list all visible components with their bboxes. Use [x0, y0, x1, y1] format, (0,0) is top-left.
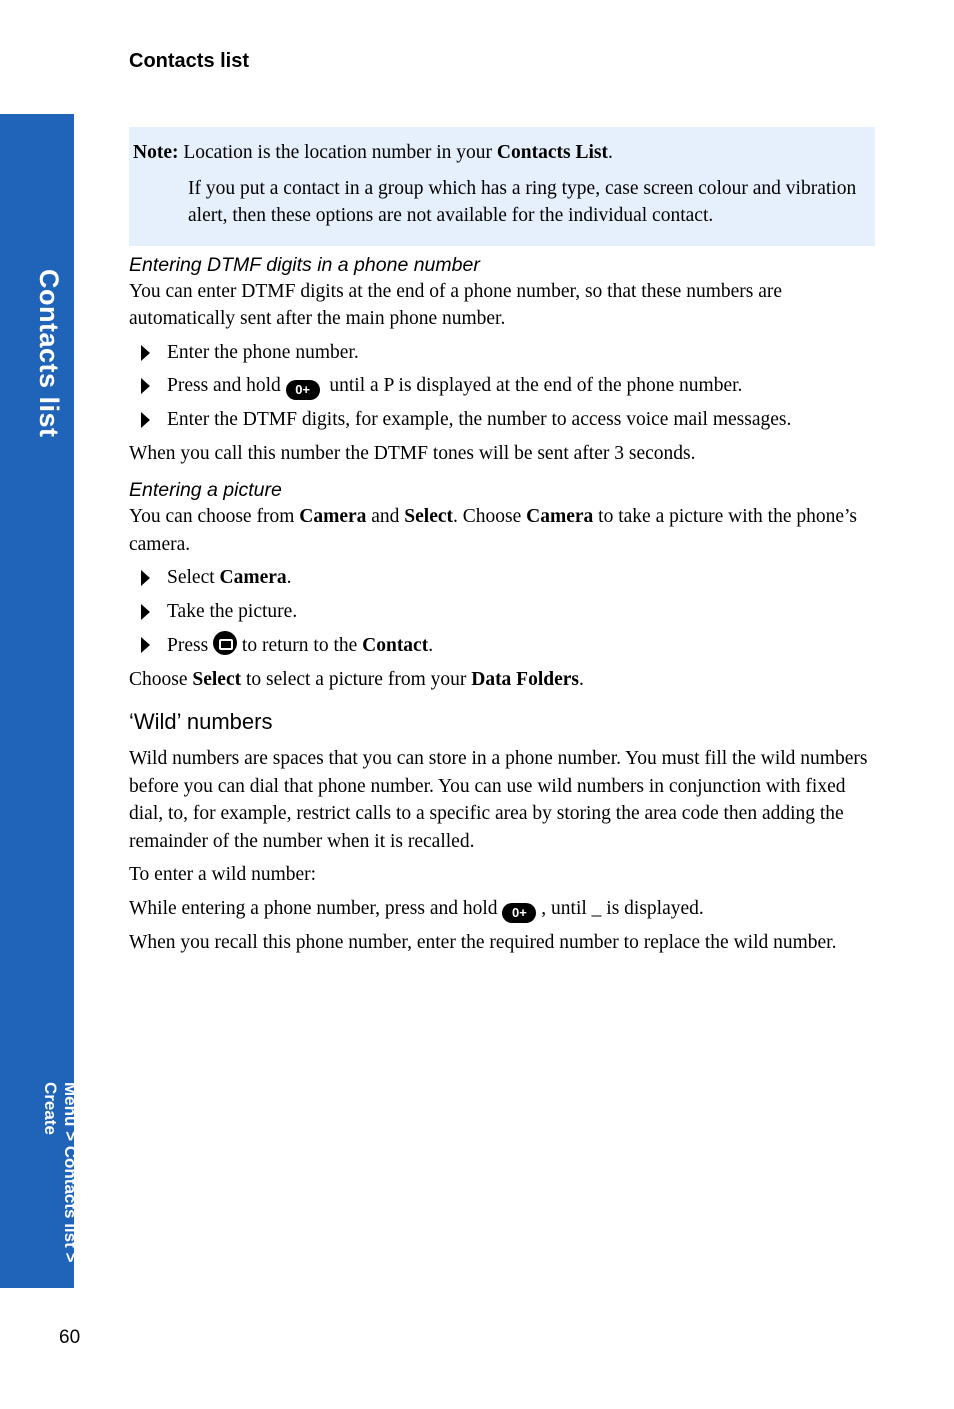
- wild-heading: ‘Wild’ numbers: [129, 709, 273, 734]
- wild-para-1: Wild numbers are spaces that you can store in a phone number. You must fill the wild numbers before you can dial that phone number. You can use wild numbers in conjunction with fixed dial, to, for example, restrict calls to a specific area by storing the area code then adding the remainder of the number when it is recalled.: [129, 748, 868, 852]
- bullet-arrow-icon: [141, 378, 150, 394]
- side-tab-title: Contacts list: [34, 269, 64, 438]
- bold-text: Camera: [219, 567, 287, 588]
- bold-text: Camera: [299, 506, 367, 527]
- step-text-post: until a P is displayed at the end of the phone number.: [329, 375, 743, 396]
- bullet-arrow-icon: [141, 345, 150, 361]
- bullet-arrow-icon: [141, 637, 150, 653]
- note-text-end: .: [607, 142, 613, 163]
- side-tab-breadcrumb: Menu > Contacts list > Create: [41, 1082, 80, 1263]
- text: .: [579, 668, 584, 690]
- wild-para-3: [129, 895, 875, 923]
- page-header-title: Contacts list: [129, 50, 250, 72]
- step-text: Enter the DTMF digits, for example, the number to access voice mail messages.: [167, 409, 792, 430]
- picture-outro: [129, 666, 875, 694]
- dtmf-outro: When you call this number the DTMF tones will be sent after 3 seconds.: [129, 442, 696, 464]
- text: to select a picture from your: [241, 668, 472, 690]
- bold-text: Contact: [362, 635, 429, 656]
- text: Choose: [129, 668, 193, 690]
- dtmf-intro: You can enter DTMF digits at the end of a phone number, so that these numbers are automatically sent after the main phone number.: [129, 280, 783, 329]
- dtmf-step-2: [129, 372, 875, 400]
- text: .: [286, 567, 292, 588]
- text: Select: [167, 567, 220, 588]
- bullet-arrow-icon: [141, 570, 150, 586]
- picture-intro: [129, 503, 875, 558]
- note-line-1: [133, 139, 871, 167]
- picture-step-2: [129, 598, 875, 626]
- step-text: Enter the phone number.: [167, 341, 359, 363]
- note-label: Note:: [133, 142, 179, 163]
- wild-para-4: When you recall this phone number, enter the required number to replace the wild number.: [129, 931, 837, 953]
- text: and: [366, 506, 405, 527]
- picture-step-1: [129, 564, 875, 592]
- step-text: [167, 564, 292, 592]
- text: to take a picture with the phone’s camera.: [129, 506, 858, 555]
- note-line-2: If you put a contact in a group which has a ring type, case screen colour and vibration alert, then these options are not available for the individual contact.: [188, 177, 857, 226]
- side-tab: [0, 114, 80, 1288]
- text: Press: [167, 635, 209, 656]
- page-content: [129, 127, 875, 962]
- bold-text: Select: [192, 668, 242, 690]
- text: , until _ is displayed.: [541, 897, 704, 919]
- text: . Choose: [453, 506, 527, 527]
- step-text-pre: Press and hold: [167, 375, 281, 396]
- bold-text: Camera: [526, 506, 594, 527]
- bold-text: Data Folders: [471, 668, 580, 690]
- dtmf-step-1: [129, 339, 875, 367]
- step-text: [167, 372, 742, 400]
- bold-text: Select: [404, 506, 454, 527]
- picture-heading: Entering a picture: [129, 479, 282, 501]
- zero-plus-key-icon: 0+: [502, 903, 536, 923]
- dtmf-step-3: [129, 406, 875, 434]
- text: While entering a phone number, press and hold: [129, 897, 498, 919]
- zero-plus-key-icon: 0+: [286, 380, 320, 400]
- bullet-arrow-icon: [141, 604, 150, 620]
- wild-para-2: To enter a wild number:: [129, 864, 317, 885]
- step-text: Take the picture.: [167, 600, 298, 622]
- note-text: Location is the location number in your: [183, 142, 497, 163]
- picture-step-3: [129, 631, 875, 660]
- back-key-icon: [213, 631, 237, 655]
- text: You can choose from: [129, 506, 300, 527]
- bullet-arrow-icon: [141, 412, 150, 428]
- note-bold: Contacts List: [496, 142, 608, 163]
- dtmf-heading: Entering DTMF digits in a phone number: [129, 253, 480, 276]
- text: to return to the: [241, 635, 363, 656]
- note-box: [129, 127, 875, 246]
- page-number: 60: [59, 1327, 81, 1348]
- step-text: [167, 631, 433, 660]
- text: .: [428, 635, 434, 656]
